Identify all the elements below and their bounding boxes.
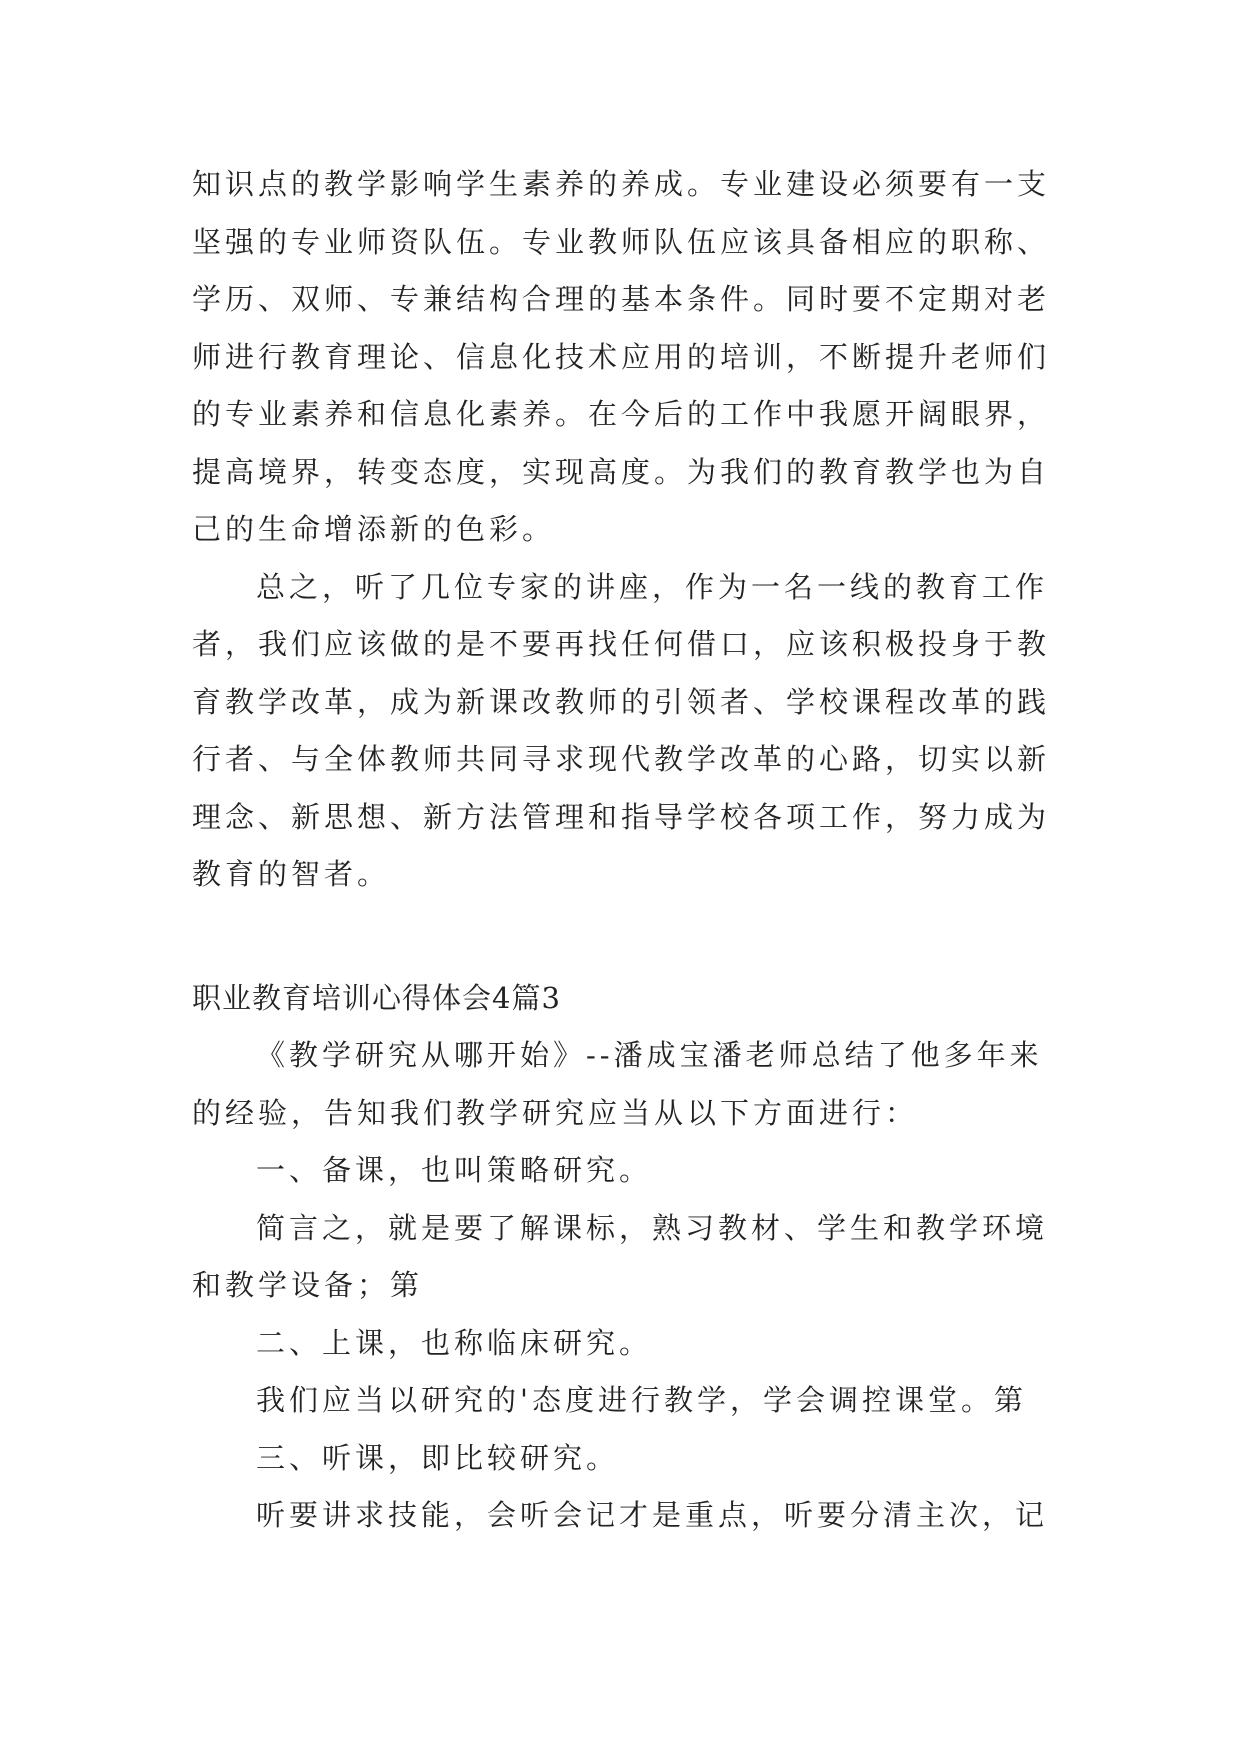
- paragraph-line: 知识点的教学影响学生素养的养成。专业建设必须要有一支: [192, 167, 1051, 201]
- paragraph-line: 者，我们应该做的是不要再找任何借口，应该积极投身于教: [192, 627, 1051, 661]
- paragraph-line: 听要讲求技能，会听会记才是重点，听要分清主次，记: [256, 1498, 1049, 1532]
- paragraph-line: 简言之，就是要了解课标，熟习教材、学生和教学环境: [256, 1211, 1049, 1245]
- paragraph-line: 我们应当以研究的'态度进行教学，学会调控课堂。第: [256, 1383, 1027, 1417]
- paragraph-line: 学历、双师、专兼结构合理的基本条件。同时要不定期对老: [192, 282, 1051, 316]
- paragraph-line: 提高境界，转变态度，实现高度。为我们的教育教学也为自: [192, 455, 1051, 489]
- paragraph-line: 坚强的专业师资队伍。专业教师队伍应该具备相应的职称、: [192, 225, 1051, 259]
- paragraph-line: 理念、新思想、新方法管理和指导学校各项工作，努力成为: [192, 800, 1051, 834]
- section-heading: 职业教育培训心得体会4篇3: [192, 981, 561, 1015]
- paragraph-line: 的专业素养和信息化素养。在今后的工作中我愿开阔眼界，: [192, 397, 1051, 431]
- list-item: 一、备课，也叫策略研究。: [256, 1153, 653, 1187]
- paragraph-line: 育教学改革，成为新课改教师的引领者、学校课程改革的践: [192, 685, 1051, 719]
- paragraph-line: 己的生命增添新的色彩。: [192, 512, 556, 546]
- paragraph-line: 的经验，告知我们教学研究应当从以下方面进行：: [192, 1096, 919, 1130]
- paragraph-line: 行者、与全体教师共同寻求现代教学改革的心路，切实以新: [192, 742, 1051, 776]
- list-item: 三、听课，即比较研究。: [256, 1441, 620, 1475]
- paragraph-line: 师进行教育理论、信息化技术应用的培训，不断提升老师们: [192, 340, 1051, 374]
- list-item: 二、上课，也称临床研究。: [256, 1326, 653, 1360]
- paragraph-line: 《教学研究从哪开始》--潘成宝潘老师总结了他多年来: [256, 1038, 1043, 1072]
- paragraph-line: 总之，听了几位专家的讲座，作为一名一线的教育工作: [256, 570, 1049, 604]
- paragraph-line: 和教学设备；第: [192, 1268, 424, 1302]
- paragraph-line: 教育的智者。: [192, 857, 391, 891]
